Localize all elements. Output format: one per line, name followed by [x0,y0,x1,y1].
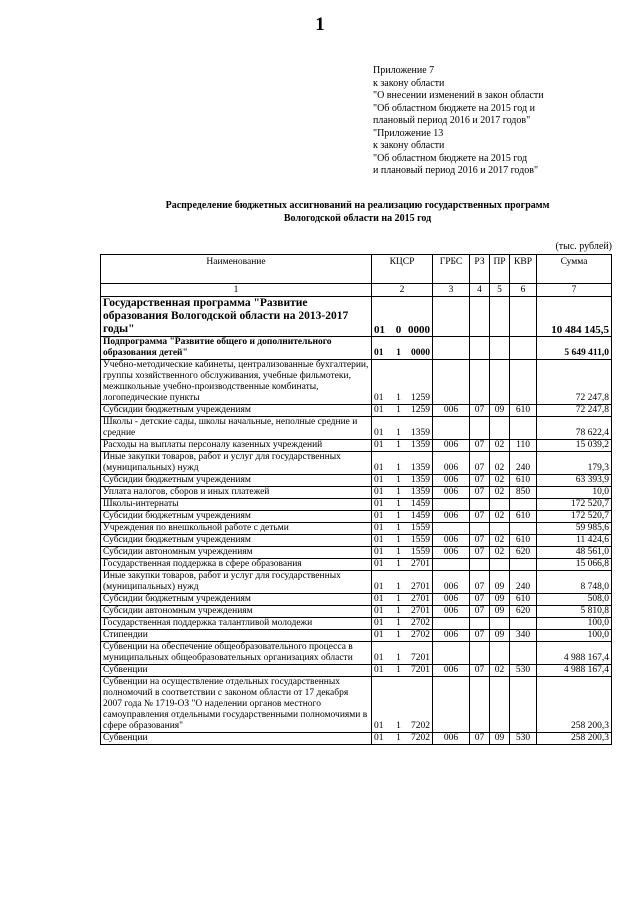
cell-rz: 07 [470,511,490,523]
column-number: 7 [537,284,612,297]
cell-name: Учреждения по внешкольной работе с детьми [101,523,372,535]
cell-k1: 01 [372,440,392,452]
cell-name: Субвенции на осуществление отдельных государственных полномочий в соответствии с законом области от 17 декабря 2007 года № 1719-ОЗ "О наделении органов местного самоуправления отдельными государственными полномочиями в сфере образования" [101,677,372,733]
table-row [101,337,612,360]
cell-kvr [510,642,537,665]
cell-k2: 0 [392,297,406,337]
header-sum: Сумма [537,255,612,284]
cell-sum: 172 520,7 [537,511,612,523]
cell-k1: 01 [372,523,392,535]
cell-kvr [510,618,537,630]
cell-grbs: 006 [433,547,470,559]
cell-k3: 1359 [406,417,433,440]
cell-name: Государственная поддержка талантливой молодежи [101,618,372,630]
title-line: Вологодской области на 2015 год [283,212,432,224]
cell-sum: 10,0 [537,487,612,499]
units-label: (тыс. рублей) [555,241,612,252]
cell-sum: 172 520,7 [537,499,612,511]
cell-sum: 5 810,8 [537,606,612,618]
cell-k2: 1 [392,559,406,571]
cell-k3: 0000 [406,337,433,360]
cell-pr [490,499,510,511]
cell-rz: 07 [470,487,490,499]
cell-k2: 1 [392,547,406,559]
cell-pr: 09 [490,733,510,745]
cell-name: Субсидии бюджетным учреждениям [101,475,372,487]
column-number-row [101,284,612,297]
cell-k1: 01 [372,475,392,487]
cell-k3: 7202 [406,733,433,745]
cell-k2: 1 [392,487,406,499]
table-row [101,606,612,618]
cell-grbs: 006 [433,440,470,452]
cell-k3: 1559 [406,523,433,535]
cell-sum: 15 039,2 [537,440,612,452]
cell-k2: 1 [392,440,406,452]
table-row [101,417,612,440]
table-row [101,571,612,594]
cell-rz: 07 [470,630,490,642]
appendix-line: к закону области [373,77,445,89]
cell-pr: 09 [490,571,510,594]
cell-sum: 258 200,3 [537,677,612,733]
cell-kvr [510,360,537,405]
cell-pr [490,642,510,665]
table-row [101,487,612,499]
cell-k2: 1 [392,337,406,360]
cell-kvr: 620 [510,547,537,559]
cell-pr: 02 [490,535,510,547]
cell-rz [470,417,490,440]
cell-name: Субсидии бюджетным учреждениям [101,405,372,417]
cell-kvr: 610 [510,511,537,523]
cell-k3: 2701 [406,606,433,618]
header-kvr: КВР [510,255,537,284]
column-number: 5 [490,284,510,297]
page-number: 1 [315,14,325,35]
cell-k3: 1259 [406,360,433,405]
cell-sum: 11 424,6 [537,535,612,547]
cell-name: Субвенции на обеспечение общеобразовательного процесса в муниципальных общеобразовательных организациях области [101,642,372,665]
table-row [101,511,612,523]
cell-name: Государственная поддержка в сфере образования [101,559,372,571]
header-pr: ПР [490,255,510,284]
cell-sum: 63 393,9 [537,475,612,487]
cell-kvr: 610 [510,475,537,487]
cell-sum: 179,3 [537,452,612,475]
cell-k1: 01 [372,297,392,337]
cell-k1: 01 [372,337,392,360]
cell-name: Государственная программа "Развитие образования Вологодской области на 2013-2017 годы" [101,297,372,337]
cell-kvr: 850 [510,487,537,499]
table-row [101,677,612,733]
cell-rz: 07 [470,733,490,745]
cell-k1: 01 [372,499,392,511]
cell-rz: 07 [470,440,490,452]
cell-kvr: 240 [510,452,537,475]
cell-sum: 100,0 [537,630,612,642]
cell-grbs: 006 [433,571,470,594]
cell-rz: 07 [470,594,490,606]
cell-sum: 258 200,3 [537,733,612,745]
cell-name: Школы - детские сады, школы начальные, неполные средние и средние [101,417,372,440]
appendix-line: плановый период 2016 и 2017 годов" [373,115,531,126]
cell-pr: 02 [490,547,510,559]
cell-name: Субсидии автономным учреждениям [101,547,372,559]
cell-k3: 1559 [406,535,433,547]
cell-grbs [433,337,470,360]
cell-pr [490,559,510,571]
cell-rz: 07 [470,405,490,417]
cell-rz: 07 [470,452,490,475]
cell-grbs [433,618,470,630]
appendix-line: и плановый период 2016 и 2017 годов" [373,165,539,176]
cell-k1: 01 [372,487,392,499]
cell-grbs: 006 [433,535,470,547]
cell-grbs: 006 [433,511,470,523]
table-row [101,547,612,559]
cell-pr [490,523,510,535]
cell-kvr: 610 [510,535,537,547]
cell-name: Стипендии [101,630,372,642]
cell-k3: 2702 [406,618,433,630]
cell-kvr [510,337,537,360]
cell-grbs [433,360,470,405]
cell-k2: 1 [392,417,406,440]
cell-pr: 02 [490,665,510,677]
cell-pr: 09 [490,630,510,642]
cell-k3: 2701 [406,559,433,571]
cell-k1: 01 [372,559,392,571]
cell-sum: 4 988 167,4 [537,665,612,677]
cell-pr: 09 [490,405,510,417]
cell-pr [490,677,510,733]
cell-k1: 01 [372,405,392,417]
cell-k2: 1 [392,511,406,523]
cell-pr [490,297,510,337]
cell-k3: 1459 [406,511,433,523]
table-row [101,535,612,547]
cell-rz [470,337,490,360]
cell-pr [490,337,510,360]
cell-pr [490,618,510,630]
cell-rz [470,523,490,535]
table-row [101,733,612,745]
cell-k2: 1 [392,571,406,594]
cell-grbs [433,417,470,440]
cell-kvr [510,523,537,535]
cell-pr: 02 [490,452,510,475]
budget-table [100,254,612,745]
cell-name: Расходы на выплаты персоналу казенных учреждений [101,440,372,452]
column-number: 2 [372,284,433,297]
cell-rz [470,360,490,405]
header-row [101,255,612,284]
cell-k3: 1359 [406,452,433,475]
cell-grbs [433,559,470,571]
cell-sum: 4 988 167,4 [537,642,612,665]
cell-k2: 1 [392,499,406,511]
cell-k3: 2701 [406,594,433,606]
cell-pr: 09 [490,606,510,618]
cell-name: Учебно-методические кабинеты, централизованные бухгалтерии, группы хозяйственного обслуживания, учебные фильмотеки, межшкольные учебно-производственные комбинаты, логопедические пункты [101,360,372,405]
appendix-line: "Об областном бюджете на 2015 год [373,152,528,164]
cell-k3: 7202 [406,677,433,733]
cell-k2: 1 [392,618,406,630]
cell-grbs: 006 [433,630,470,642]
cell-name: Субсидии бюджетным учреждениям [101,535,372,547]
cell-rz [470,297,490,337]
cell-kvr [510,297,537,337]
cell-k2: 1 [392,665,406,677]
cell-grbs [433,297,470,337]
cell-k1: 01 [372,677,392,733]
column-number: 3 [433,284,470,297]
cell-sum: 78 622,4 [537,417,612,440]
cell-k3: 0000 [406,297,433,337]
table-row [101,499,612,511]
appendix-line: "О внесении изменений в закон области [373,90,544,101]
cell-kvr: 610 [510,594,537,606]
cell-k3: 2701 [406,571,433,594]
table-row [101,594,612,606]
cell-k1: 01 [372,535,392,547]
cell-pr [490,360,510,405]
cell-rz [470,677,490,733]
cell-name: Уплата налогов, сборов и иных платежей [101,487,372,499]
table-row [101,630,612,642]
cell-grbs: 006 [433,452,470,475]
cell-rz: 07 [470,547,490,559]
cell-grbs: 006 [433,665,470,677]
cell-name: Субсидии бюджетным учреждениям [101,594,372,606]
cell-k3: 1359 [406,475,433,487]
cell-name: Школы-интернаты [101,499,372,511]
cell-kvr: 240 [510,571,537,594]
cell-k3: 1459 [406,499,433,511]
cell-name: Субвенции [101,665,372,677]
cell-rz: 07 [470,665,490,677]
header-kcsr: КЦСР [372,255,433,284]
cell-k1: 01 [372,618,392,630]
cell-k3: 1359 [406,487,433,499]
cell-grbs: 006 [433,606,470,618]
cell-k2: 1 [392,606,406,618]
cell-rz [470,499,490,511]
cell-k1: 01 [372,360,392,405]
cell-grbs: 006 [433,594,470,606]
cell-rz [470,618,490,630]
cell-pr: 09 [490,594,510,606]
cell-k3: 7201 [406,665,433,677]
cell-pr: 02 [490,440,510,452]
cell-rz: 07 [470,475,490,487]
cell-k2: 1 [392,733,406,745]
appendix-note [373,65,544,178]
cell-name: Иные закупки товаров, работ и услуг для государственных (муниципальных) нужд [101,452,372,475]
cell-k1: 01 [372,642,392,665]
cell-name: Иные закупки товаров, работ и услуг для государственных (муниципальных) нужд [101,571,372,594]
title-line: Распределение бюджетных ассигнований на реализацию государственных программ [165,200,550,211]
cell-pr: 02 [490,475,510,487]
cell-grbs [433,642,470,665]
cell-sum: 100,0 [537,618,612,630]
cell-rz: 07 [470,571,490,594]
cell-k2: 1 [392,405,406,417]
cell-kvr: 110 [510,440,537,452]
cell-pr: 02 [490,487,510,499]
cell-k2: 1 [392,535,406,547]
table-row [101,559,612,571]
cell-grbs [433,677,470,733]
cell-sum: 48 561,0 [537,547,612,559]
table-row [101,297,612,337]
column-number: 6 [510,284,537,297]
cell-sum: 59 985,6 [537,523,612,535]
cell-sum: 8 748,0 [537,571,612,594]
table-row [101,440,612,452]
table-row [101,523,612,535]
table-body [101,297,612,745]
appendix-line: "Приложение 13 [373,127,444,139]
cell-k2: 1 [392,360,406,405]
cell-kvr [510,559,537,571]
cell-rz: 07 [470,535,490,547]
cell-k2: 1 [392,630,406,642]
table-row [101,618,612,630]
cell-sum: 15 066,8 [537,559,612,571]
cell-kvr [510,677,537,733]
column-number: 4 [470,284,490,297]
cell-k1: 01 [372,594,392,606]
table-row [101,405,612,417]
cell-kvr: 620 [510,606,537,618]
cell-kvr: 340 [510,630,537,642]
cell-kvr [510,417,537,440]
cell-rz [470,559,490,571]
appendix-line: к закону области [373,140,445,151]
header-rz: РЗ [470,255,490,284]
cell-k3: 1559 [406,547,433,559]
header-name: Наименование [101,255,372,284]
cell-k1: 01 [372,452,392,475]
cell-k1: 01 [372,511,392,523]
cell-k1: 01 [372,733,392,745]
column-number: 1 [101,284,372,297]
cell-k2: 1 [392,594,406,606]
cell-k3: 7201 [406,642,433,665]
cell-k2: 1 [392,452,406,475]
cell-name: Подпрограмма "Развитие общего и дополнительного образования детей" [101,337,372,360]
cell-k1: 01 [372,547,392,559]
cell-name: Субсидии бюджетным учреждениям [101,511,372,523]
cell-k2: 1 [392,677,406,733]
cell-sum: 508,0 [537,594,612,606]
cell-kvr: 610 [510,405,537,417]
table-row [101,360,612,405]
cell-name: Субсидии автономным учреждениям [101,606,372,618]
cell-k3: 1359 [406,440,433,452]
table-row [101,475,612,487]
cell-grbs: 006 [433,733,470,745]
cell-name: Субвенции [101,733,372,745]
cell-k3: 1259 [406,405,433,417]
cell-sum: 5 649 411,0 [537,337,612,360]
cell-sum: 72 247,8 [537,405,612,417]
cell-k2: 1 [392,475,406,487]
header-grbs: ГРБС [433,255,470,284]
cell-k1: 01 [372,571,392,594]
cell-k1: 01 [372,665,392,677]
cell-kvr: 530 [510,733,537,745]
table-row [101,452,612,475]
appendix-line: Приложение 7 [373,65,435,76]
table-row [101,642,612,665]
cell-sum: 10 484 145,5 [537,297,612,337]
cell-k2: 1 [392,642,406,665]
cell-grbs [433,499,470,511]
cell-k2: 1 [392,523,406,535]
cell-pr [490,417,510,440]
cell-grbs: 006 [433,475,470,487]
cell-grbs: 006 [433,405,470,417]
cell-rz: 07 [470,606,490,618]
cell-k3: 2702 [406,630,433,642]
cell-k1: 01 [372,606,392,618]
document-title [100,200,615,225]
cell-grbs: 006 [433,487,470,499]
table-row [101,665,612,677]
cell-pr: 02 [490,511,510,523]
cell-sum: 72 247,8 [537,360,612,405]
cell-kvr: 530 [510,665,537,677]
cell-k1: 01 [372,630,392,642]
cell-grbs [433,523,470,535]
cell-kvr [510,499,537,511]
cell-k1: 01 [372,417,392,440]
appendix-line: "Об областном бюджете на 2015 год и [373,102,535,114]
cell-rz [470,642,490,665]
